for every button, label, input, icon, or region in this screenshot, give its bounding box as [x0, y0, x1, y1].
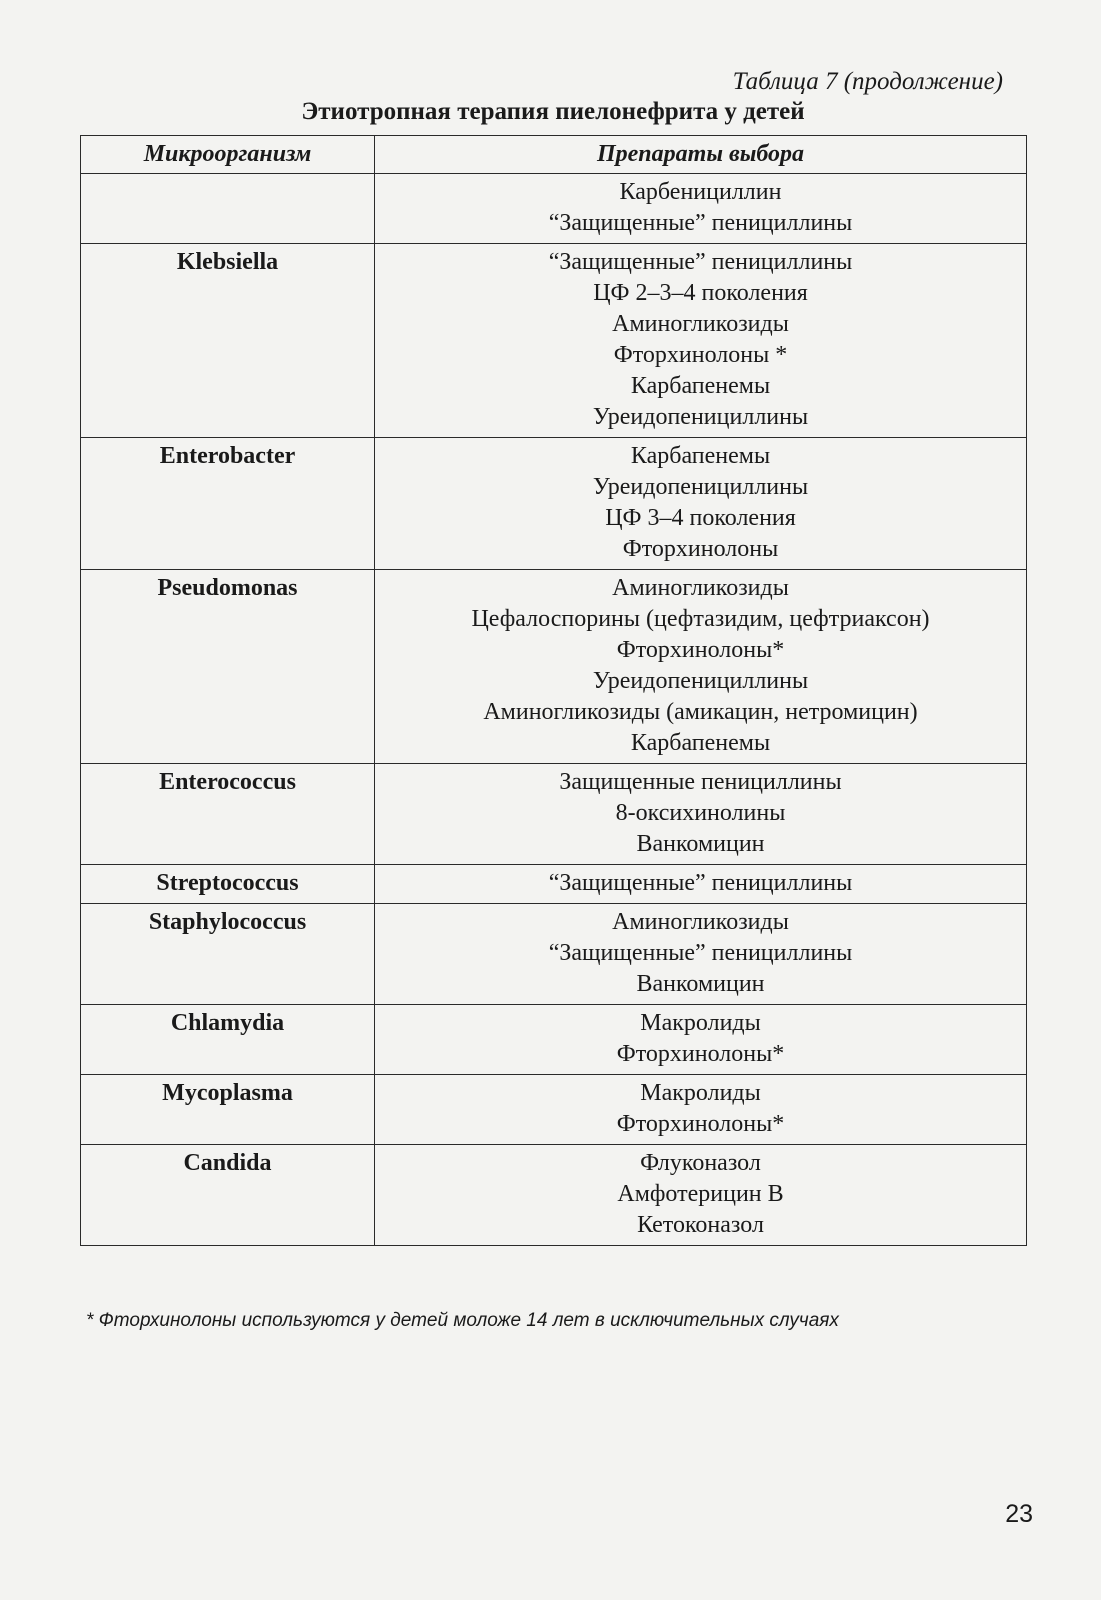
drugs-cell [375, 244, 1027, 438]
drugs-cell [375, 1145, 1027, 1246]
drug-item: Ванкомицин [636, 971, 765, 997]
drugs-cell [375, 174, 1027, 244]
drugs-cell [375, 438, 1027, 570]
drug-item: “Защищенные” пенициллины [548, 940, 853, 966]
drug-item: Карбапенемы [630, 443, 771, 469]
drug-item: “Защищенные” пенициллины [548, 249, 853, 275]
drug-item: Фторхинолоны [622, 536, 779, 562]
table-row [81, 1005, 1027, 1075]
drug-item: Уреидопенициллины [592, 668, 809, 694]
drugs-cell [375, 1005, 1027, 1075]
drug-item: Аминогликозиды [612, 575, 789, 601]
table-row [81, 244, 1027, 438]
drug-item: Аминогликозиды (амикацин, нетромицин) [483, 699, 918, 725]
drug-item: Аминогликозиды [612, 909, 789, 935]
organism-cell: Candida [81, 1145, 375, 1246]
table-row [81, 904, 1027, 1005]
page-number: 23 [1005, 1500, 1033, 1528]
organism-cell: Enterobacter [81, 438, 375, 570]
drug-item: Карбапенемы [630, 730, 771, 756]
drug-item: Аминогликозиды [612, 311, 789, 337]
table-header-row [81, 136, 1027, 174]
drug-item: Фторхинолоны* [616, 1111, 785, 1137]
drug-item: Уреидопенициллины [592, 404, 809, 430]
table-caption: Таблица 7 (продолжение) [732, 68, 1003, 95]
drug-item: 8-оксихинолины [615, 800, 786, 826]
table-row [81, 764, 1027, 865]
drug-item: Цефалоспорины (цефтазидим, цефтриаксон) [471, 606, 930, 632]
drugs-cell [375, 904, 1027, 1005]
table-row [81, 174, 1027, 244]
drugs-cell [375, 764, 1027, 865]
drugs-cell [375, 570, 1027, 764]
table-row [81, 438, 1027, 570]
drug-item: ЦФ 2–3–4 поколения [593, 280, 808, 306]
drug-item: ЦФ 3–4 поколения [605, 505, 796, 531]
organism-cell: Chlamydia [81, 1005, 375, 1075]
drug-item: Амфотерицин В [617, 1181, 784, 1207]
drug-item: Уреидопенициллины [592, 474, 809, 500]
drug-item: Защищенные пенициллины [559, 769, 842, 795]
table-row [81, 1075, 1027, 1145]
table-row [81, 570, 1027, 764]
organism-cell: Pseudomonas [81, 570, 375, 764]
drugs-cell [375, 1075, 1027, 1145]
table-title: Этиотропная терапия пиелонефрита у детей [301, 98, 805, 125]
drug-item: Кетоконазол [637, 1212, 764, 1238]
organism-cell: Klebsiella [81, 244, 375, 438]
organism-cell: Streptococcus [81, 865, 375, 904]
drug-item: Макролиды [640, 1010, 761, 1036]
drugs-cell [375, 865, 1027, 904]
organism-cell: Mycoplasma [81, 1075, 375, 1145]
drug-item: Карбапенемы [630, 373, 771, 399]
header-microorganism: Микроорганизм [81, 136, 375, 174]
table-row [81, 865, 1027, 904]
drug-item: Ванкомицин [636, 831, 765, 857]
therapy-table [80, 135, 1027, 1246]
drug-item: Макролиды [640, 1080, 761, 1106]
drug-item: “Защищенные” пенициллины [548, 870, 853, 896]
organism-cell: Enterococcus [81, 764, 375, 865]
drug-item: “Защищенные” пенициллины [548, 210, 853, 236]
header-drugs-of-choice: Препараты выбора [375, 136, 1027, 174]
footnote: * Фторхинолоны используются у детей моложе 14 лет в исключительных случаях [86, 1310, 839, 1331]
drug-item: Фторхинолоны* [616, 1041, 785, 1067]
drug-item: Фторхинолоны* [616, 637, 785, 663]
table-row [81, 1145, 1027, 1246]
drug-item: Флуконазол [640, 1150, 761, 1176]
drug-item: Карбенициллин [619, 179, 782, 205]
organism-cell: Staphylococcus [81, 904, 375, 1005]
organism-cell [81, 174, 375, 244]
drug-item: Фторхинолоны * [613, 342, 788, 368]
